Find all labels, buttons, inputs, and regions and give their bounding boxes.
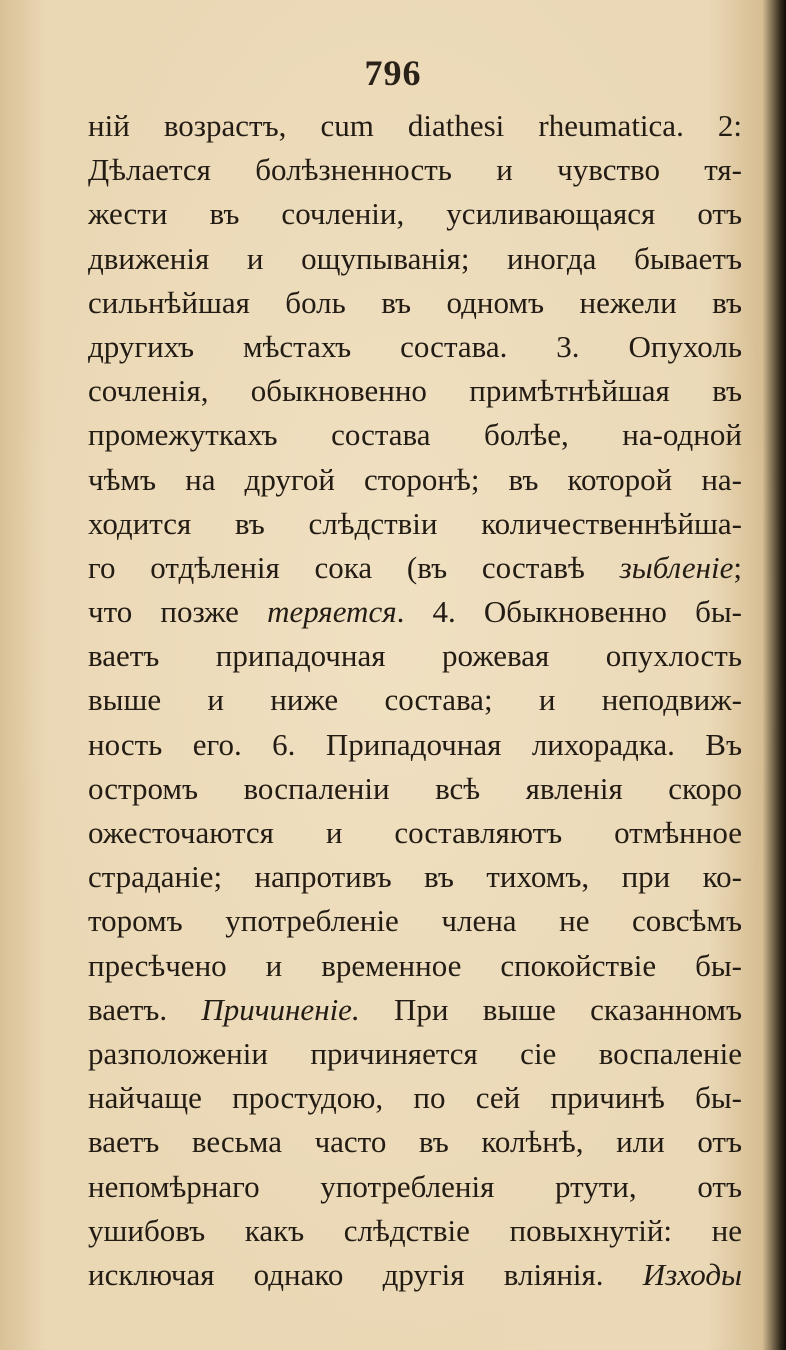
text-line: остромъ воспаленіи всѣ явленія скоро xyxy=(88,770,742,806)
text-line xyxy=(88,1253,742,1297)
text-segment: что позже xyxy=(88,594,239,630)
text-line: ушибовъ какъ слѣдствіе повыхнутій: не xyxy=(88,1212,742,1248)
text-line: сильнѣйшая боль въ одномъ нежели въ xyxy=(88,284,742,320)
text-line: движенія и ощупыванія; иногда бываетъ xyxy=(88,240,742,276)
text-line: Дѣлается болѣзненность и чувство тя- xyxy=(88,152,742,188)
text-line: другихъ мѣстахъ состава. 3. Опухоль xyxy=(88,328,742,364)
text-line: найчаще простудою, по сей причинѣ бы- xyxy=(88,1080,742,1116)
text-segment: . 4. Обыкновенно бы- xyxy=(396,594,742,630)
text-line: страданіе; напротивъ въ тихомъ, при ко- xyxy=(88,859,742,895)
text-line: непомѣрнаго употребленія ртути, отъ xyxy=(88,1168,742,1204)
body-text xyxy=(88,104,742,1297)
italic-term: зыбленіе xyxy=(619,549,734,585)
page-number: 796 xyxy=(364,53,422,93)
text-line: ходится въ слѣдствіи количественнѣйша- xyxy=(88,505,742,541)
text-line: промежуткахъ состава болѣе, на-одной xyxy=(88,417,742,453)
text-segment: При выше сказанномъ xyxy=(394,991,743,1027)
text-line xyxy=(88,590,742,634)
italic-heading: Изходы xyxy=(642,1256,743,1292)
text-line: пресѣчено и временное спокойствіе бы- xyxy=(88,947,742,983)
text-line: разположеніи причиняется сіе воспаленіе xyxy=(88,1035,742,1071)
text-line: выше и ниже состава; и неподвиж- xyxy=(88,682,742,718)
text-line: торомъ употребленіе члена не совсѣмъ xyxy=(88,903,742,939)
text-line: жести въ сочленіи, усиливающаяся отъ xyxy=(88,196,742,232)
text-segment: исключая однако другія вліянія. xyxy=(88,1256,604,1292)
text-line xyxy=(88,546,742,590)
punctuation: ; xyxy=(733,549,742,585)
text-line: ожесточаются и составляютъ отмѣнное xyxy=(88,815,742,850)
text-line: сочленія, обыкновенно примѣтнѣйшая въ xyxy=(88,373,742,409)
text-segment: ваетъ. xyxy=(88,991,168,1027)
text-line: ность его. 6. Припадочная лихорадка. Въ xyxy=(88,726,742,762)
italic-term: теряется xyxy=(267,594,397,630)
text-line: ваетъ припадочная рожевая опухлость xyxy=(88,638,742,674)
text-line xyxy=(88,988,742,1032)
text-segment: го отдѣленія сока (въ составѣ xyxy=(88,549,585,585)
text-line: ній возрастъ, cum diathesi rheumatica. 2: xyxy=(88,108,742,143)
text-line: чѣмъ на другой сторонѣ; въ которой на- xyxy=(88,461,742,497)
text-line: ваетъ весьма часто въ колѣнѣ, или отъ xyxy=(88,1124,742,1160)
italic-heading: Причиненіе. xyxy=(201,991,360,1027)
